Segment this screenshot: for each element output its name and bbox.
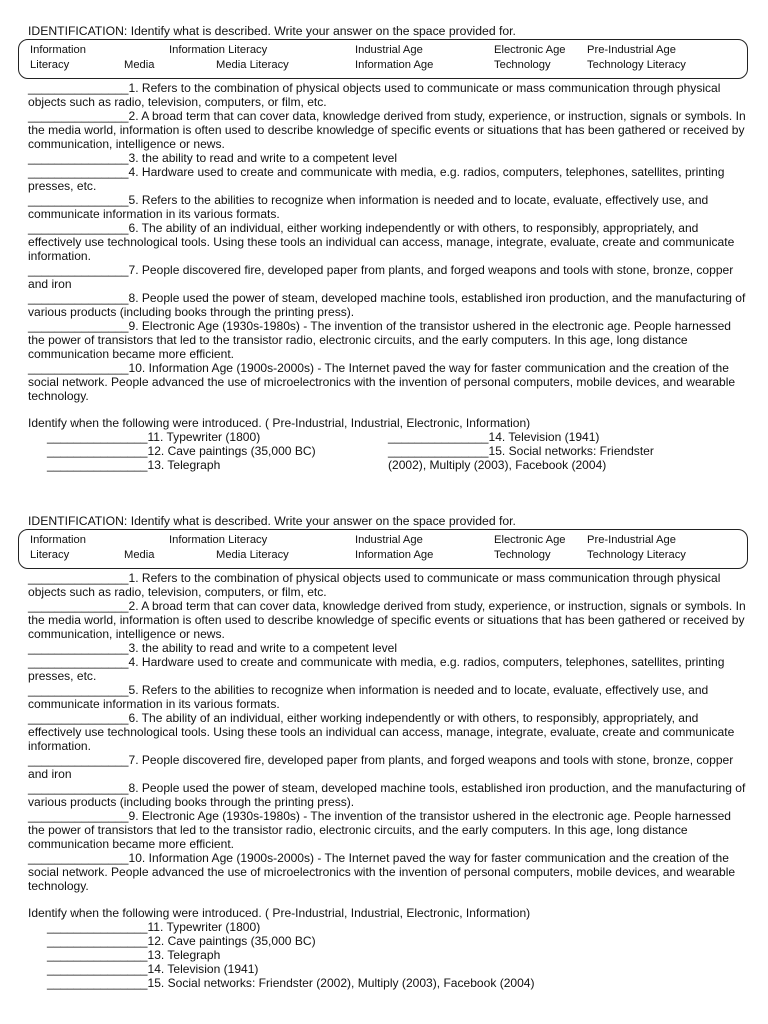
question-text: 1. Refers to the combination of physical objects used to communicate or mass communication through physical objects such as radio, television, computers, or film, etc. — [28, 571, 721, 599]
answer-blank[interactable]: _______________ — [28, 151, 129, 165]
question-item — [28, 711, 748, 753]
word-bank-box — [18, 529, 748, 569]
answer-blank[interactable]: _______________ — [47, 934, 148, 948]
answer-blank[interactable]: _______________ — [28, 641, 129, 655]
word-bank-term: Media — [124, 59, 155, 71]
word-bank-term: Electronic Age — [494, 44, 566, 56]
sub-question-column-right — [388, 430, 748, 472]
word-bank-term: Information Literacy — [169, 44, 268, 56]
answer-blank[interactable]: _______________ — [28, 711, 129, 725]
sub-question-text: 12. Cave paintings (35,000 BC) — [147, 444, 316, 458]
question-item — [28, 221, 748, 263]
answer-blank[interactable]: _______________ — [28, 109, 129, 123]
sub-question-item — [28, 976, 748, 990]
question-text: 3. the ability to read and write to a competent level — [128, 151, 398, 165]
question-item — [28, 361, 748, 403]
answer-blank[interactable]: _______________ — [28, 655, 129, 669]
word-bank-box — [18, 39, 748, 79]
word-bank-term: Technology — [494, 549, 551, 561]
answer-blank[interactable]: _______________ — [28, 599, 129, 613]
question-text: 10. Information Age (1900s-2000s) - The Internet paved the way for faster communication and the creation of the social network. People advanced the use of microelectronics with the invention of personal computers, mobile devices, and wearable technology. — [28, 851, 736, 893]
worksheet-title: IDENTIFICATION: Identify what is described. Write your answer on the space provided for. — [28, 514, 516, 528]
sub-question-column-left — [28, 430, 388, 472]
question-item — [28, 319, 748, 361]
question-text: 7. People discovered fire, developed paper from plants, and forged weapons and tools with stone, bronze, copper and iron — [28, 753, 734, 781]
answer-blank[interactable]: _______________ — [388, 444, 489, 458]
answer-blank[interactable]: _______________ — [47, 948, 148, 962]
sub-question-item — [28, 920, 748, 934]
sub-question-text: 14. Television (1941) — [147, 962, 259, 976]
answer-blank[interactable]: _______________ — [28, 319, 129, 333]
question-item — [28, 151, 748, 165]
word-bank-term: Media Literacy — [216, 59, 289, 71]
question-text: 3. the ability to read and write to a competent level — [128, 641, 398, 655]
answer-blank[interactable]: _______________ — [28, 193, 129, 207]
sub-question-text: 11. Typewriter (1800) — [147, 920, 261, 934]
sub-question-item — [388, 444, 748, 458]
answer-blank[interactable]: _______________ — [388, 430, 489, 444]
question-item — [28, 165, 748, 193]
word-bank-term: Literacy — [30, 59, 70, 71]
answer-blank[interactable]: _______________ — [28, 291, 129, 305]
question-item — [28, 81, 748, 109]
answer-blank[interactable]: _______________ — [47, 444, 148, 458]
question-item — [28, 753, 748, 781]
question-text: 8. People used the power of steam, developed machine tools, established iron production, and the manufacturing of various products (including books through the printing press). — [28, 291, 746, 319]
question-text: 7. People discovered fire, developed paper from plants, and forged weapons and tools with stone, bronze, copper and iron — [28, 263, 734, 291]
worksheet-title: IDENTIFICATION: Identify what is described. Write your answer on the space provided for. — [28, 24, 516, 38]
question-text: 6. The ability of an individual, either working independently or with others, to responsibly, appropriately, and effectively use technological tools. Using these tools an individual can access, manage, integrate, evaluate, create and communicate information. — [28, 221, 735, 263]
sub-question-text: 13. Telegraph — [147, 458, 221, 472]
answer-blank[interactable]: _______________ — [47, 920, 148, 934]
answer-blank[interactable]: _______________ — [28, 781, 129, 795]
question-item — [28, 683, 748, 711]
answer-blank[interactable]: _______________ — [28, 683, 129, 697]
answer-blank[interactable]: _______________ — [28, 165, 129, 179]
section-prompt: Identify when the following were introduced. ( Pre-Industrial, Industrial, Electronic, Information) — [28, 906, 531, 920]
answer-blank[interactable]: _______________ — [47, 962, 148, 976]
sub-question-text: 15. Social networks: Friendster — [488, 444, 654, 458]
question-text: 10. Information Age (1900s-2000s) - The Internet paved the way for faster communication and the creation of the social network. People advanced the use of microelectronics with the invention of personal computers, mobile devices, and wearable technology. — [28, 361, 736, 403]
answer-blank[interactable]: _______________ — [47, 430, 148, 444]
question-item — [28, 291, 748, 319]
word-bank-term: Technology Literacy — [587, 59, 686, 71]
word-bank-term: Pre-Industrial Age — [587, 44, 676, 56]
word-bank-term: Information — [30, 44, 86, 56]
answer-blank[interactable]: _______________ — [28, 571, 129, 585]
question-text: 2. A broad term that can cover data, knowledge derived from study, experience, or instruction, signals or symbols. In the media world, information is often used to describe knowledge of specific events or situations that has been gathered or received by communication, intelligence or news. — [28, 109, 746, 151]
answer-blank[interactable]: _______________ — [47, 976, 148, 990]
answer-blank[interactable]: _______________ — [28, 221, 129, 235]
sub-question-item — [28, 430, 388, 444]
answer-blank[interactable]: _______________ — [28, 851, 129, 865]
word-bank-term: Technology Literacy — [587, 549, 686, 561]
question-text: 5. Refers to the abilities to recognize when information is needed and to locate, evaluate, effectively use, and communicate information in its various formats. — [28, 193, 709, 221]
question-item — [28, 109, 748, 151]
question-text: 5. Refers to the abilities to recognize when information is needed and to locate, evaluate, effectively use, and communicate information in its various formats. — [28, 683, 709, 711]
question-text: 4. Hardware used to create and communicate with media, e.g. radios, computers, telephones, satellites, printing presses, etc. — [28, 165, 725, 193]
answer-blank[interactable]: _______________ — [28, 361, 129, 375]
word-bank-term: Information Age — [355, 59, 434, 71]
question-text: 2. A broad term that can cover data, knowledge derived from study, experience, or instruction, signals or symbols. In the media world, information is often used to describe knowledge of specific events or situations that has been gathered or received by communication, intelligence or news. — [28, 599, 746, 641]
sub-question-text: 15. Social networks: Friendster (2002), Multiply (2003), Facebook (2004) — [147, 976, 535, 990]
sub-question-item — [28, 962, 748, 976]
question-item — [28, 781, 748, 809]
word-bank-term: Information — [30, 534, 86, 546]
sub-question-item — [28, 934, 748, 948]
sub-question-text: 13. Telegraph — [147, 948, 221, 962]
question-item — [28, 263, 748, 291]
word-bank-term: Electronic Age — [494, 534, 566, 546]
word-bank-term: Pre-Industrial Age — [587, 534, 676, 546]
sub-question-text: 14. Television (1941) — [488, 430, 600, 444]
answer-blank[interactable]: _______________ — [47, 458, 148, 472]
word-bank-term: Media — [124, 549, 155, 561]
question-item — [28, 193, 748, 221]
sub-question-columns — [28, 430, 748, 472]
question-text: 1. Refers to the combination of physical objects used to communicate or mass communication through physical objects such as radio, television, computers, or film, etc. — [28, 81, 721, 109]
word-bank-term: Technology — [494, 59, 551, 71]
section-prompt: Identify when the following were introduced. ( Pre-Industrial, Industrial, Electronic, Information) — [28, 416, 531, 430]
sub-question-text: 12. Cave paintings (35,000 BC) — [147, 934, 316, 948]
answer-blank[interactable]: _______________ — [28, 81, 129, 95]
question-item — [28, 809, 748, 851]
answer-blank[interactable]: _______________ — [28, 263, 129, 277]
sub-question-text: 11. Typewriter (1800) — [147, 430, 261, 444]
sub-question-text-continued: (2002), Multiply (2003), Facebook (2004) — [388, 458, 607, 472]
word-bank-term: Media Literacy — [216, 549, 289, 561]
question-text: 9. Electronic Age (1930s-1980s) - The invention of the transistor ushered in the electronic age. People harnessed the power of transistors that led to the transistor radio, electronic circuits, and the early computers. In this age, long distance communication became more efficient. — [28, 809, 731, 851]
word-bank-term: Information Age — [355, 549, 434, 561]
question-list — [28, 81, 748, 472]
question-item — [28, 599, 748, 641]
question-text: 9. Electronic Age (1930s-1980s) - The invention of the transistor ushered in the electronic age. People harnessed the power of transistors that led to the transistor radio, electronic circuits, and the early computers. In this age, long distance communication became more efficient. — [28, 319, 731, 361]
answer-blank[interactable]: _______________ — [28, 753, 129, 767]
sub-question-item — [28, 458, 388, 472]
sub-question-item — [388, 430, 748, 444]
word-bank-term: Literacy — [30, 549, 70, 561]
question-text: 8. People used the power of steam, developed machine tools, established iron production, and the manufacturing of various products (including books through the printing press). — [28, 781, 746, 809]
question-item — [28, 851, 748, 893]
question-item — [28, 655, 748, 683]
answer-blank[interactable]: _______________ — [28, 809, 129, 823]
question-list — [28, 571, 748, 990]
sub-question-item — [28, 444, 388, 458]
question-item — [28, 641, 748, 655]
question-text: 6. The ability of an individual, either working independently or with others, to responsibly, appropriately, and effectively use technological tools. Using these tools an individual can access, manage, integrate, evaluate, create and communicate information. — [28, 711, 735, 753]
word-bank-term: Industrial Age — [355, 44, 423, 56]
word-bank-term: Information Literacy — [169, 534, 268, 546]
question-text: 4. Hardware used to create and communicate with media, e.g. radios, computers, telephones, satellites, printing presses, etc. — [28, 655, 725, 683]
word-bank-term: Industrial Age — [355, 534, 423, 546]
question-item — [28, 571, 748, 599]
sub-question-item — [28, 948, 748, 962]
